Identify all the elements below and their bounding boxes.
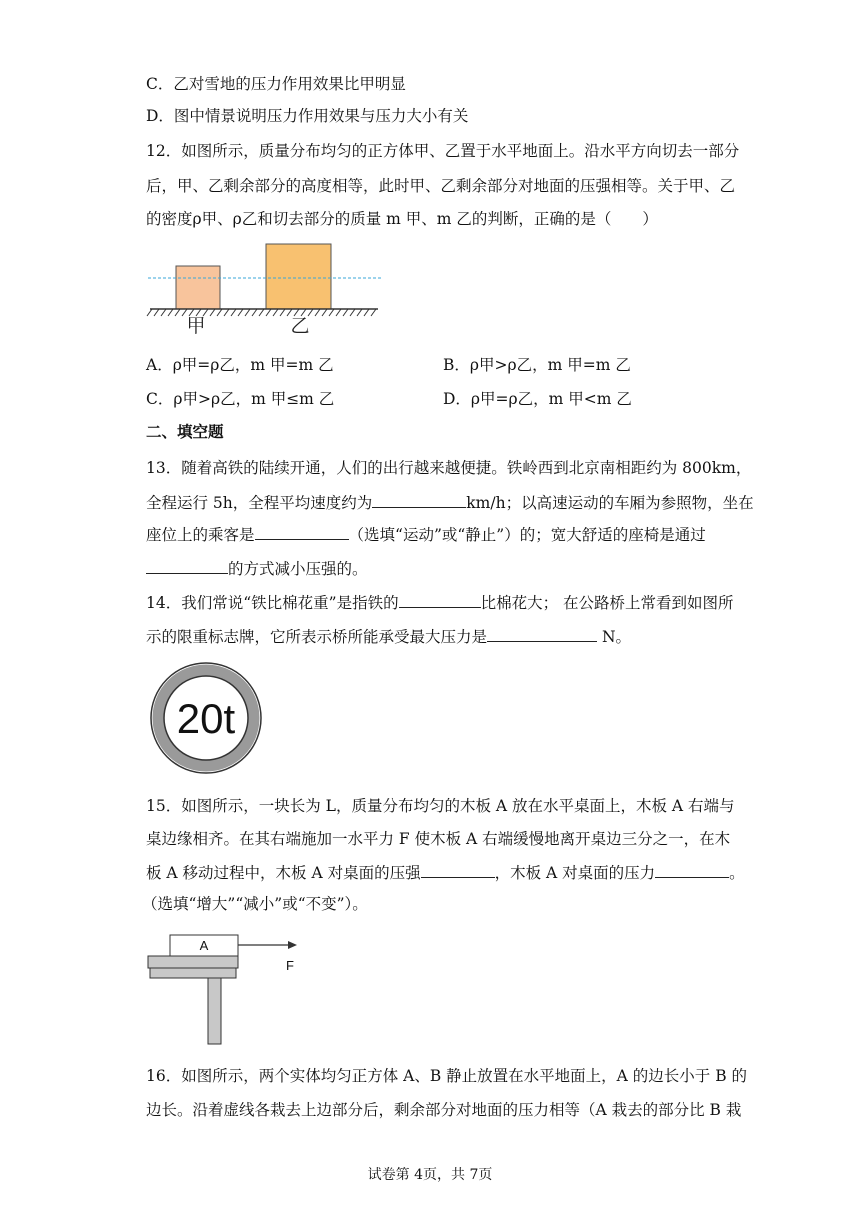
q12-option-a: A．ρ甲=ρ乙，m 甲=m 乙 bbox=[146, 356, 334, 374]
q13-line-3-a: 座位上的乘客是 bbox=[146, 526, 255, 544]
weight-limit-sign bbox=[148, 660, 264, 776]
q15-blank-2 bbox=[655, 862, 729, 878]
q13-line-2-b: km/h；以高速运动的车厢为参照物，坐在 bbox=[466, 494, 754, 512]
force-label: F bbox=[286, 958, 294, 973]
q12-option-b: B．ρ甲>ρ乙，m 甲=m 乙 bbox=[443, 356, 631, 374]
sign-text: 20t bbox=[176, 695, 236, 742]
q14-line-1 bbox=[146, 592, 734, 613]
table-top bbox=[148, 956, 238, 968]
label-yi: 乙 bbox=[290, 315, 310, 336]
q14-line-2 bbox=[146, 626, 631, 647]
q13-line-2-a: 全程运行 5h，全程平均速度约为 bbox=[146, 494, 373, 512]
section-title-fill-in: 二、填空题 bbox=[146, 423, 224, 441]
q12-line-2: 后，甲、乙剩余部分的高度相等，此时甲、乙剩余部分对地面的压强相等。关于甲、乙 bbox=[146, 177, 736, 195]
q15-line-3-a: 板 A 移动过程中，木板 A 对桌面的压强 bbox=[146, 864, 421, 882]
q13-line-1: 13．随着高铁的陆续开通，人们的出行越来越便捷。铁岭西到北京南相距约为 800km， bbox=[146, 459, 752, 477]
q13-line-2 bbox=[146, 492, 754, 513]
q16-line-2: 边长。沿着虚线各栽去上边部分后，剩余部分对地面的压力相等（A 栽去的部分比 B 栽 bbox=[146, 1101, 742, 1119]
q14-line-1-b: 比棉花大； 在公路桥上常看到如图所 bbox=[480, 594, 734, 612]
q12-option-d: D．ρ甲=ρ乙，m 甲<m 乙 bbox=[443, 390, 632, 408]
q13-blank-1 bbox=[372, 492, 466, 508]
q13-line-4-b: 的方式减小压强的。 bbox=[228, 560, 368, 578]
q15-line-3 bbox=[146, 862, 745, 883]
q13-blank-3 bbox=[146, 558, 228, 574]
label-jia: 甲 bbox=[186, 315, 206, 336]
q13-line-4 bbox=[146, 558, 368, 579]
q14-line-2-b: N。 bbox=[597, 628, 632, 646]
q15-blank-1 bbox=[421, 862, 495, 878]
q15-line-2: 桌边缘相齐。在其右端施加一水平力 F 使木板 A 右端缓慢地离开桌边三分之一，在木 bbox=[146, 830, 731, 848]
force-arrow-head bbox=[288, 941, 297, 949]
q14-blank-2 bbox=[487, 626, 597, 642]
q14-blank-1 bbox=[399, 592, 481, 608]
q13-line-3-b: （选填“运动”或“静止”）的；宽大舒适的座椅是通过 bbox=[348, 526, 706, 544]
q15-figure bbox=[146, 930, 316, 1046]
q15-line-4: （选填“增大”“减小”或“不变”）。 bbox=[142, 895, 368, 913]
q11-option-c: C．乙对雪地的压力作用效果比甲明显 bbox=[146, 75, 406, 93]
table-leg bbox=[208, 978, 221, 1044]
q13-blank-2 bbox=[255, 524, 349, 540]
q15-line-1: 15．如图所示，一块长为 L，质量分布均匀的木板 A 放在水平桌面上，木板 A 右端与 bbox=[146, 797, 735, 815]
block-jia bbox=[176, 266, 220, 309]
block-yi bbox=[266, 244, 331, 309]
q12-figure bbox=[146, 236, 396, 336]
q12-option-c: C．ρ甲>ρ乙，m 甲≤m 乙 bbox=[146, 390, 335, 408]
board-a-label: A bbox=[199, 938, 209, 953]
q11-option-d: D．图中情景说明压力作用效果与压力大小有关 bbox=[146, 107, 469, 125]
q14-line-2-a: 示的限重标志牌，它所表示桥所能承受最大压力是 bbox=[146, 628, 488, 646]
q13-line-3 bbox=[146, 524, 706, 545]
q15-line-3-b: ，木板 A 对桌面的压力 bbox=[494, 864, 656, 882]
q12-line-1: 12．如图所示，质量分布均匀的正方体甲、乙置于水平地面上。沿水平方向切去一部分 bbox=[146, 142, 740, 160]
q12-line-3: 的密度ρ甲、ρ乙和切去部分的质量 m 甲、m 乙的判断，正确的是（ ） bbox=[146, 210, 658, 228]
q16-line-1: 16．如图所示，两个实体均匀正方体 A、B 静止放置在水平地面上，A 的边长小于 B 的 bbox=[146, 1067, 748, 1085]
table-rim bbox=[150, 968, 236, 978]
page-footer: 试卷第 4页，共 7页 bbox=[367, 1167, 493, 1183]
ground-hatching bbox=[147, 309, 376, 316]
q15-line-3-c: 。 bbox=[729, 864, 745, 882]
q14-line-1-a: 14．我们常说“铁比棉花重”是指铁的 bbox=[146, 594, 399, 612]
